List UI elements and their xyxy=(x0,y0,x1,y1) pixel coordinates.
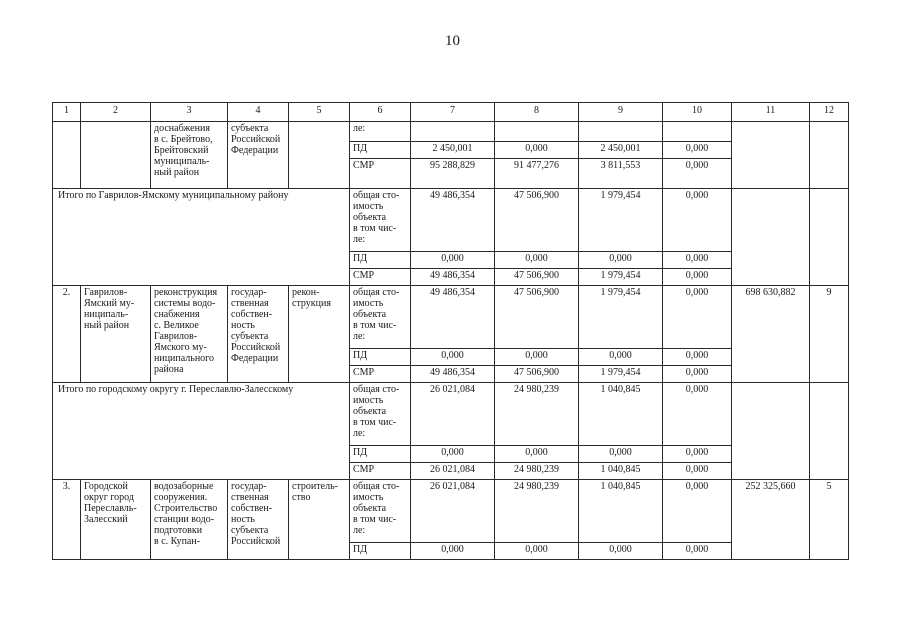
value-cell: 0,000 xyxy=(663,543,732,560)
value-cell: 95 288,829 xyxy=(411,159,495,189)
municipality-cell: Гаврилов- Ямский му- ниципаль- ный район xyxy=(81,286,151,383)
item-number: 3. xyxy=(53,480,81,560)
table-row xyxy=(53,286,849,349)
value-cell: 0,000 xyxy=(411,252,495,269)
value-cell: 1 979,454 xyxy=(579,286,663,349)
col-header-6: 6 xyxy=(350,103,411,122)
cost-type-label: ПД xyxy=(350,252,411,269)
value-cell: 0,000 xyxy=(495,252,579,269)
value-cell: 0,000 xyxy=(663,349,732,366)
object-name-cell: доснабжения в с. Брейтово, Брейтовский муниципаль- ный район xyxy=(151,122,228,189)
value-cell: 49 486,354 xyxy=(411,286,495,349)
value-cell: 1 040,845 xyxy=(579,463,663,480)
cost-type-cell: общая сто- имость объекта в том чис- ле: xyxy=(350,480,411,543)
cost-type-cell: общая сто- имость объекта в том чис- ле: xyxy=(350,383,411,446)
value-cell: 49 486,354 xyxy=(411,189,495,252)
cost-type-label: СМР xyxy=(350,269,411,286)
value-cell: 0,000 xyxy=(663,269,732,286)
value-cell: 0,000 xyxy=(579,446,663,463)
value-cell: 0,000 xyxy=(579,349,663,366)
value-cell: 0,000 xyxy=(495,543,579,560)
value-cell: 47 506,900 xyxy=(495,286,579,349)
page-number: 10 xyxy=(445,33,460,49)
value-cell: 0,000 xyxy=(663,252,732,269)
cost-type-cell: общая сто- имость объекта в том чис- ле: xyxy=(350,189,411,252)
district-total-label: Итого по Гаврилов-Ямскому муниципальному району xyxy=(53,189,350,286)
value-cell: 0,000 xyxy=(663,463,732,480)
value-cell: 0,000 xyxy=(495,349,579,366)
table-row xyxy=(53,189,849,252)
value-cell: 0,000 xyxy=(663,480,732,543)
value-cell: 49 486,354 xyxy=(411,366,495,383)
value-cell: 24 980,239 xyxy=(495,480,579,543)
capacity-cell: 252 325,660 xyxy=(732,480,810,560)
cost-type-label: СМР xyxy=(350,463,411,480)
work-type-cell: рекон- струкция xyxy=(289,286,350,383)
value-cell: 0,000 xyxy=(663,189,732,252)
value-cell: 1 979,454 xyxy=(579,189,663,252)
col-header-10: 10 xyxy=(663,103,732,122)
value-cell: 1 040,845 xyxy=(579,480,663,543)
count-cell: 9 xyxy=(810,286,849,383)
col-header-11: 11 xyxy=(732,103,810,122)
municipality-cell: Городской округ город Переславль- Залесский xyxy=(81,480,151,560)
ownership-cell: субъекта Российской Федерации xyxy=(228,122,289,189)
object-name-cell: водозаборные сооружения. Строительство станции водо- подготовки в с. Купан- xyxy=(151,480,228,560)
col-header-8: 8 xyxy=(495,103,579,122)
object-name-cell: реконструкция системы водо- снабжения с. Великое Гаврилов- Ямского му- ниципального района xyxy=(151,286,228,383)
value-cell: 24 980,239 xyxy=(495,463,579,480)
value-cell: 1 979,454 xyxy=(579,366,663,383)
value-cell: 0,000 xyxy=(411,349,495,366)
value-cell: 0,000 xyxy=(663,383,732,446)
cost-type-label: СМР xyxy=(350,159,411,189)
value-cell: 0,000 xyxy=(579,252,663,269)
value-cell: 91 477,276 xyxy=(495,159,579,189)
col-header-7: 7 xyxy=(411,103,495,122)
value-cell: 0,000 xyxy=(411,543,495,560)
col-header-1: 1 xyxy=(53,103,81,122)
capacity-cell: 698 630,882 xyxy=(732,286,810,383)
value-cell: 3 811,553 xyxy=(579,159,663,189)
value-cell: 0,000 xyxy=(495,446,579,463)
table-row xyxy=(53,480,849,543)
col-header-3: 3 xyxy=(151,103,228,122)
value-cell: 1 040,845 xyxy=(579,383,663,446)
value-cell: 47 506,900 xyxy=(495,189,579,252)
value-cell: 0,000 xyxy=(663,142,732,159)
value-cell: 0,000 xyxy=(663,366,732,383)
value-cell: 2 450,001 xyxy=(579,142,663,159)
cost-type-cell: общая сто- имость объекта в том чис- ле: xyxy=(350,286,411,349)
value-cell: 49 486,354 xyxy=(411,269,495,286)
value-cell: 0,000 xyxy=(663,446,732,463)
value-cell: 0,000 xyxy=(663,159,732,189)
work-type-cell: строитель- ство xyxy=(289,480,350,560)
value-cell: 0,000 xyxy=(411,446,495,463)
col-header-5: 5 xyxy=(289,103,350,122)
value-cell: 47 506,900 xyxy=(495,366,579,383)
cost-type-label: ПД xyxy=(350,349,411,366)
cost-type-label: ПД xyxy=(350,543,411,560)
value-cell: 0,000 xyxy=(663,286,732,349)
col-header-2: 2 xyxy=(81,103,151,122)
cost-type-label: ПД xyxy=(350,446,411,463)
cost-type-label: ПД xyxy=(350,142,411,159)
value-cell: 1 979,454 xyxy=(579,269,663,286)
value-cell: 26 021,084 xyxy=(411,480,495,543)
table-row xyxy=(53,383,849,446)
ownership-cell: государ- ственная собствен- ность субъекта Российской xyxy=(228,480,289,560)
col-header-9: 9 xyxy=(579,103,663,122)
investment-table xyxy=(52,102,849,560)
value-cell: 47 506,900 xyxy=(495,269,579,286)
value-cell: 0,000 xyxy=(495,142,579,159)
table-row xyxy=(53,122,849,142)
item-number: 2. xyxy=(53,286,81,383)
ownership-cell: государ- ственная собствен- ность субъекта Российской Федерации xyxy=(228,286,289,383)
column-number-row xyxy=(53,103,849,122)
value-cell: 26 021,084 xyxy=(411,383,495,446)
col-header-12: 12 xyxy=(810,103,849,122)
value-cell: 26 021,084 xyxy=(411,463,495,480)
count-cell: 5 xyxy=(810,480,849,560)
cost-type-label: СМР xyxy=(350,366,411,383)
value-cell: 0,000 xyxy=(579,543,663,560)
value-cell: 2 450,001 xyxy=(411,142,495,159)
district-total-label: Итого по городскому округу г. Переславлю-Залесскому xyxy=(53,383,350,480)
value-cell: 24 980,239 xyxy=(495,383,579,446)
cost-type-cell: ле: xyxy=(350,122,411,142)
col-header-4: 4 xyxy=(228,103,289,122)
